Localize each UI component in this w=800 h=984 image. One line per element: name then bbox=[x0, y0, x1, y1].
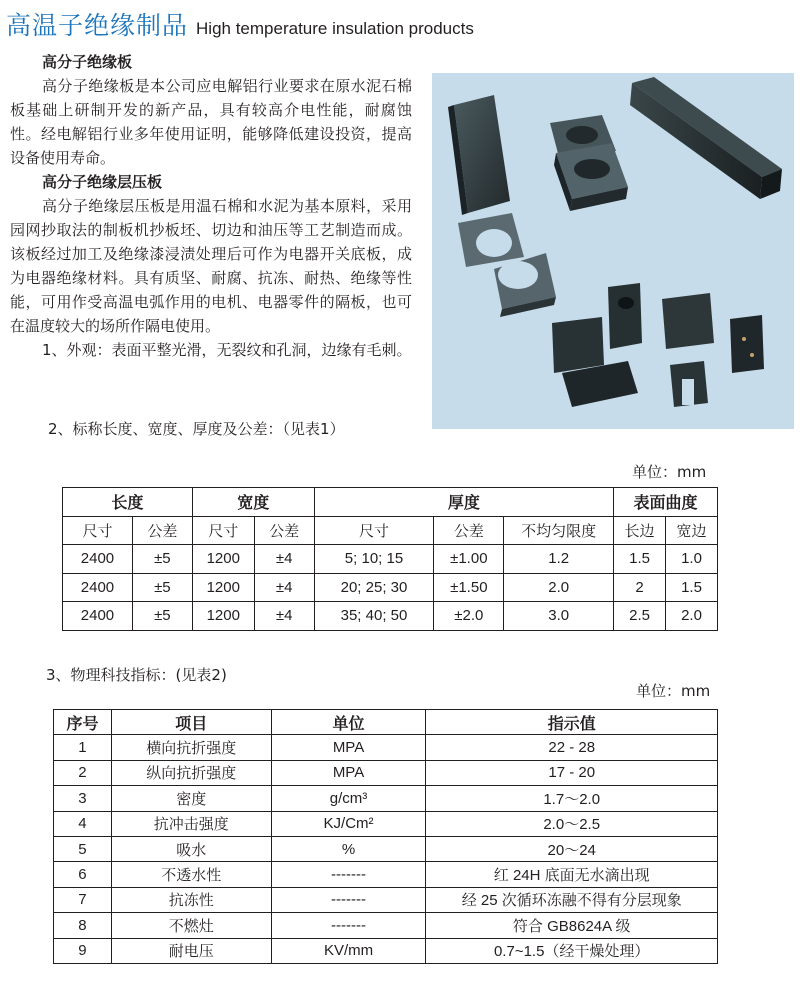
table-cell: 3 bbox=[54, 786, 112, 811]
table-row bbox=[63, 545, 718, 574]
table-row bbox=[54, 913, 718, 938]
subheader-cell: 宽边 bbox=[666, 516, 718, 545]
product-photo-illustration bbox=[432, 73, 794, 429]
subheader-cell: 长边 bbox=[614, 516, 666, 545]
table-row bbox=[54, 760, 718, 785]
table-cell: 9 bbox=[54, 938, 112, 963]
table-row bbox=[54, 811, 718, 836]
table-cell: ±2.0 bbox=[434, 602, 504, 631]
header-length: 长度 bbox=[63, 488, 193, 517]
subheader-cell: 公差 bbox=[434, 516, 504, 545]
table-cell: 5 bbox=[54, 836, 112, 861]
section-text-laminate-board: 高分子绝缘层压板是用温石棉和水泥为基本原料，采用园网抄取法的制板机抄板坯、切边和油压等工艺制造而成。该板经过加工及绝缘漆浸渍处理后可作为电器开关底板，成为电器绝缘材料。具有质坚、耐腐、抗冻、耐热、绝缘等性能，可用作受高温电弧作用的电机、电器零件的隔板，也可在温度较大的场所作隔电使用。 bbox=[10, 197, 412, 335]
table-cell: 2400 bbox=[63, 602, 133, 631]
table-cell: 2400 bbox=[63, 573, 133, 602]
header-unit: 单位 bbox=[271, 710, 426, 735]
dimensions-table bbox=[62, 487, 718, 631]
table-cell: 2.0 bbox=[504, 573, 614, 602]
table-cell: 密度 bbox=[111, 786, 271, 811]
table-cell: 2400 bbox=[63, 545, 133, 574]
table-cell: 1.5 bbox=[614, 545, 666, 574]
table-cell: 2.5 bbox=[614, 602, 666, 631]
table-cell: KJ/Cm² bbox=[271, 811, 426, 836]
table-row bbox=[54, 786, 718, 811]
table-row bbox=[54, 938, 718, 963]
table-cell: 20～24 bbox=[426, 836, 718, 861]
header-curvature: 表面曲度 bbox=[614, 488, 718, 517]
table-cell: 35; 40; 50 bbox=[314, 602, 434, 631]
table-cell: ------- bbox=[271, 887, 426, 912]
table-cell: 2 bbox=[614, 573, 666, 602]
table-cell: MPA bbox=[271, 735, 426, 760]
table-row bbox=[54, 836, 718, 861]
table1-caption: 2、标称长度、宽度、厚度及公差：（见表1） bbox=[48, 420, 345, 438]
subheader-cell: 不均匀限度 bbox=[504, 516, 614, 545]
table-cell: 吸水 bbox=[111, 836, 271, 861]
header-value: 指示值 bbox=[426, 710, 718, 735]
table-cell: 纵向抗折强度 bbox=[111, 760, 271, 785]
product-photo bbox=[432, 73, 794, 429]
table-cell: ±4 bbox=[254, 573, 314, 602]
table-cell: 1.7～2.0 bbox=[426, 786, 718, 811]
table-row bbox=[54, 735, 718, 760]
table-cell: 经 25 次循环冻融不得有分层现象 bbox=[426, 887, 718, 912]
table-cell: 7 bbox=[54, 887, 112, 912]
table-cell: ±5 bbox=[132, 573, 192, 602]
section-title-insulation-board: 高分子绝缘板 bbox=[42, 53, 133, 71]
physical-properties-table bbox=[53, 709, 718, 964]
table-cell: 1200 bbox=[192, 545, 254, 574]
table-cell: 红 24H 底面无水滴出现 bbox=[426, 862, 718, 887]
page-header bbox=[6, 6, 474, 40]
subheader-cell: 公差 bbox=[254, 516, 314, 545]
table-cell: 3.0 bbox=[504, 602, 614, 631]
page-title: 高温子绝缘制品 bbox=[6, 11, 189, 40]
table-cell: 22 - 28 bbox=[426, 735, 718, 760]
header-index: 序号 bbox=[54, 710, 112, 735]
table-cell: 20; 25; 30 bbox=[314, 573, 434, 602]
table-cell: 1.0 bbox=[666, 545, 718, 574]
table-cell: 不燃灶 bbox=[111, 913, 271, 938]
table-cell: ±1.50 bbox=[434, 573, 504, 602]
table2-unit: 单位：mm bbox=[636, 682, 711, 700]
table-row bbox=[54, 887, 718, 912]
page-subtitle: High temperature insulation products bbox=[196, 19, 474, 38]
table-cell: 符合 GB8624A 级 bbox=[426, 913, 718, 938]
subheader-cell: 尺寸 bbox=[314, 516, 434, 545]
table-cell: 1.2 bbox=[504, 545, 614, 574]
table-cell: ±4 bbox=[254, 602, 314, 631]
table-cell: g/cm³ bbox=[271, 786, 426, 811]
table2-caption: 3、物理科技指标：(见表2) bbox=[46, 666, 227, 684]
intro-text bbox=[10, 50, 412, 362]
table-cell: 横向抗折强度 bbox=[111, 735, 271, 760]
table-cell: 1200 bbox=[192, 573, 254, 602]
table-cell: 8 bbox=[54, 913, 112, 938]
table-row bbox=[54, 862, 718, 887]
table-cell: 2.0～2.5 bbox=[426, 811, 718, 836]
table-cell: 耐电压 bbox=[111, 938, 271, 963]
header-width: 宽度 bbox=[192, 488, 314, 517]
table-cell: 不透水性 bbox=[111, 862, 271, 887]
table-cell: ±5 bbox=[132, 602, 192, 631]
table-cell: % bbox=[271, 836, 426, 861]
table-cell: ------- bbox=[271, 862, 426, 887]
section-text-insulation-board: 高分子绝缘板是本公司应电解铝行业要求在原水泥石棉板基础上研制开发的新产品，具有较高介电性能，耐腐蚀性。经电解铝行业多年使用证明，能够降低建设投资，提高设备使用寿命。 bbox=[10, 77, 412, 167]
table-row bbox=[63, 573, 718, 602]
table-cell: ±5 bbox=[132, 545, 192, 574]
subheader-cell: 尺寸 bbox=[63, 516, 133, 545]
table-cell: 0.7~1.5（经干燥处理） bbox=[426, 938, 718, 963]
table-cell: KV/mm bbox=[271, 938, 426, 963]
table-cell: 2.0 bbox=[666, 602, 718, 631]
table-cell: ±1.00 bbox=[434, 545, 504, 574]
table-cell: MPA bbox=[271, 760, 426, 785]
table-cell: 2 bbox=[54, 760, 112, 785]
table-row bbox=[63, 602, 718, 631]
subheader-cell: 公差 bbox=[132, 516, 192, 545]
table-cell: 17 - 20 bbox=[426, 760, 718, 785]
table-cell: 4 bbox=[54, 811, 112, 836]
table-cell: 1.5 bbox=[666, 573, 718, 602]
header-thickness: 厚度 bbox=[314, 488, 613, 517]
table-cell: ±4 bbox=[254, 545, 314, 574]
header-item: 项目 bbox=[111, 710, 271, 735]
table-cell: 1 bbox=[54, 735, 112, 760]
appearance-item: 1、外观：表面平整光滑，无裂纹和孔洞，边缘有毛刺。 bbox=[42, 341, 412, 359]
table-cell: 1200 bbox=[192, 602, 254, 631]
table-cell: 抗冲击强度 bbox=[111, 811, 271, 836]
table1-unit: 单位：mm bbox=[632, 463, 707, 481]
table-cell: 抗冻性 bbox=[111, 887, 271, 912]
table-cell: ------- bbox=[271, 913, 426, 938]
section-title-laminate-board: 高分子绝缘层压板 bbox=[42, 173, 163, 191]
table-cell: 5; 10; 15 bbox=[314, 545, 434, 574]
table-cell: 6 bbox=[54, 862, 112, 887]
subheader-cell: 尺寸 bbox=[192, 516, 254, 545]
